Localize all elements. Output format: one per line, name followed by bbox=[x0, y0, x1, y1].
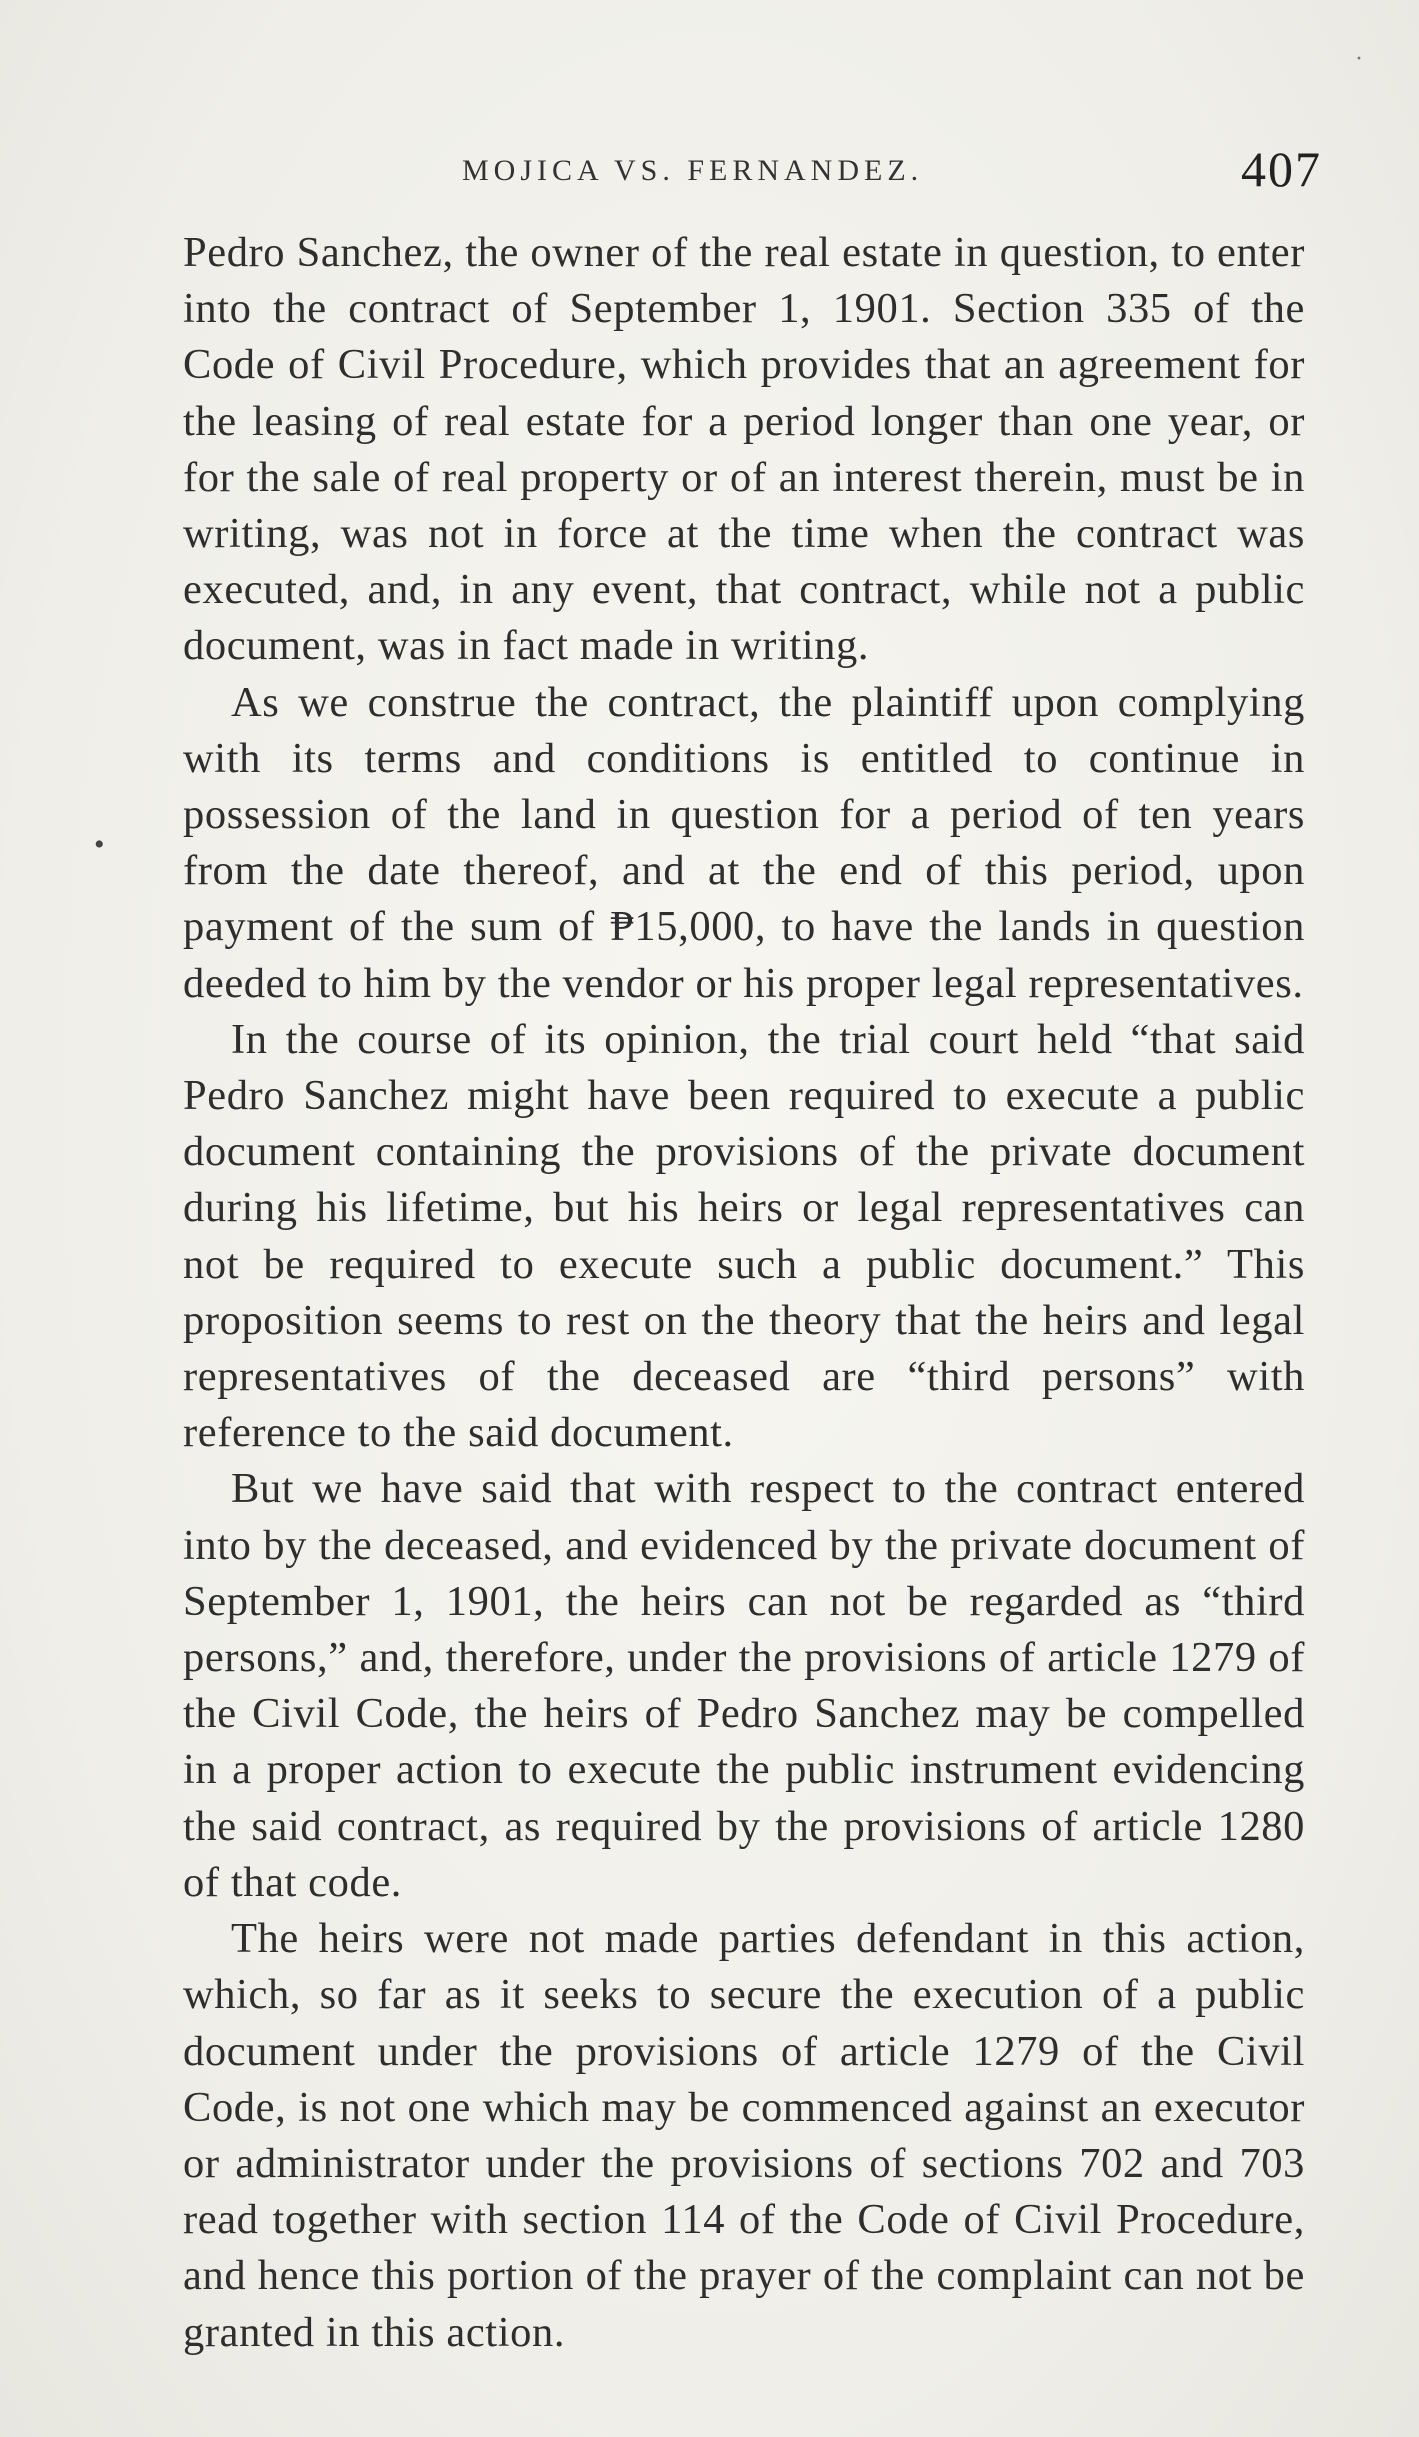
page-number: 407 bbox=[1241, 141, 1322, 197]
paragraph: In the course of its opinion, the trial court held “that said Pedro Sanchez might have been required to execute a public document containing the provisions of the private document during his lifetime, but his heirs or legal representatives can not be required to execute such a public document.” This proposition seems to rest on the theory that the heirs and legal representatives of the deceased are “third persons” with reference to the said document. bbox=[183, 1015, 1305, 1457]
paragraph: But we have said that with respect to the contract entered into by the deceased, and evidenced by the private document of September 1, 1901, the heirs can not be regarded as “third persons,” and, therefore, under the provisions of article 1279 of the Civil Code, the heirs of Pedro Sanchez may be compelled in a proper action to execute the public instrument evidencing the said contract, as required by the provisions of article 1280 of that code. bbox=[183, 1465, 1305, 1906]
paragraph-continuation: Pedro Sanchez, the owner of the real estate in question, to enter into the contract of September 1, 1901. Section 335 of the Code of Civil Procedure, which provides that an agreement for the leasing of real estate for a period longer than one year, or for the sale of real property or of an interest therein, must be in writing, was not in force at the time when the contract was executed, and, in any event, that contract, while not a public document, was in fact made in writing. bbox=[183, 229, 1305, 670]
running-head: MOJICA VS. FERNANDEZ. bbox=[462, 154, 924, 187]
body-text bbox=[183, 225, 1305, 2361]
paragraph: As we construe the contract, the plaintiff upon complying with its terms and conditions is entitled to continue in possession of the land in question for a period of ten years from the date thereof, and at the end of this period, upon payment of the sum of ₱15,000, to have the lands in question deeded to him by the vendor or his proper legal representatives. bbox=[183, 678, 1305, 1007]
paragraph: The heirs were not made parties defendant in this action, which, so far as it seeks to secure the execution of a public document under the provisions of article 1279 of the Civil Code, is not one which may be commenced against an executor or administrator under the provisions of sections 702 and 703 read together with section 114 of the Code of Civil Procedure, and hence this portion of the prayer of the complaint can not be granted in this action. bbox=[183, 1915, 1305, 2356]
page-header bbox=[462, 140, 1322, 200]
corner-speck: · bbox=[1355, 46, 1363, 72]
margin-mark: • bbox=[94, 828, 105, 861]
